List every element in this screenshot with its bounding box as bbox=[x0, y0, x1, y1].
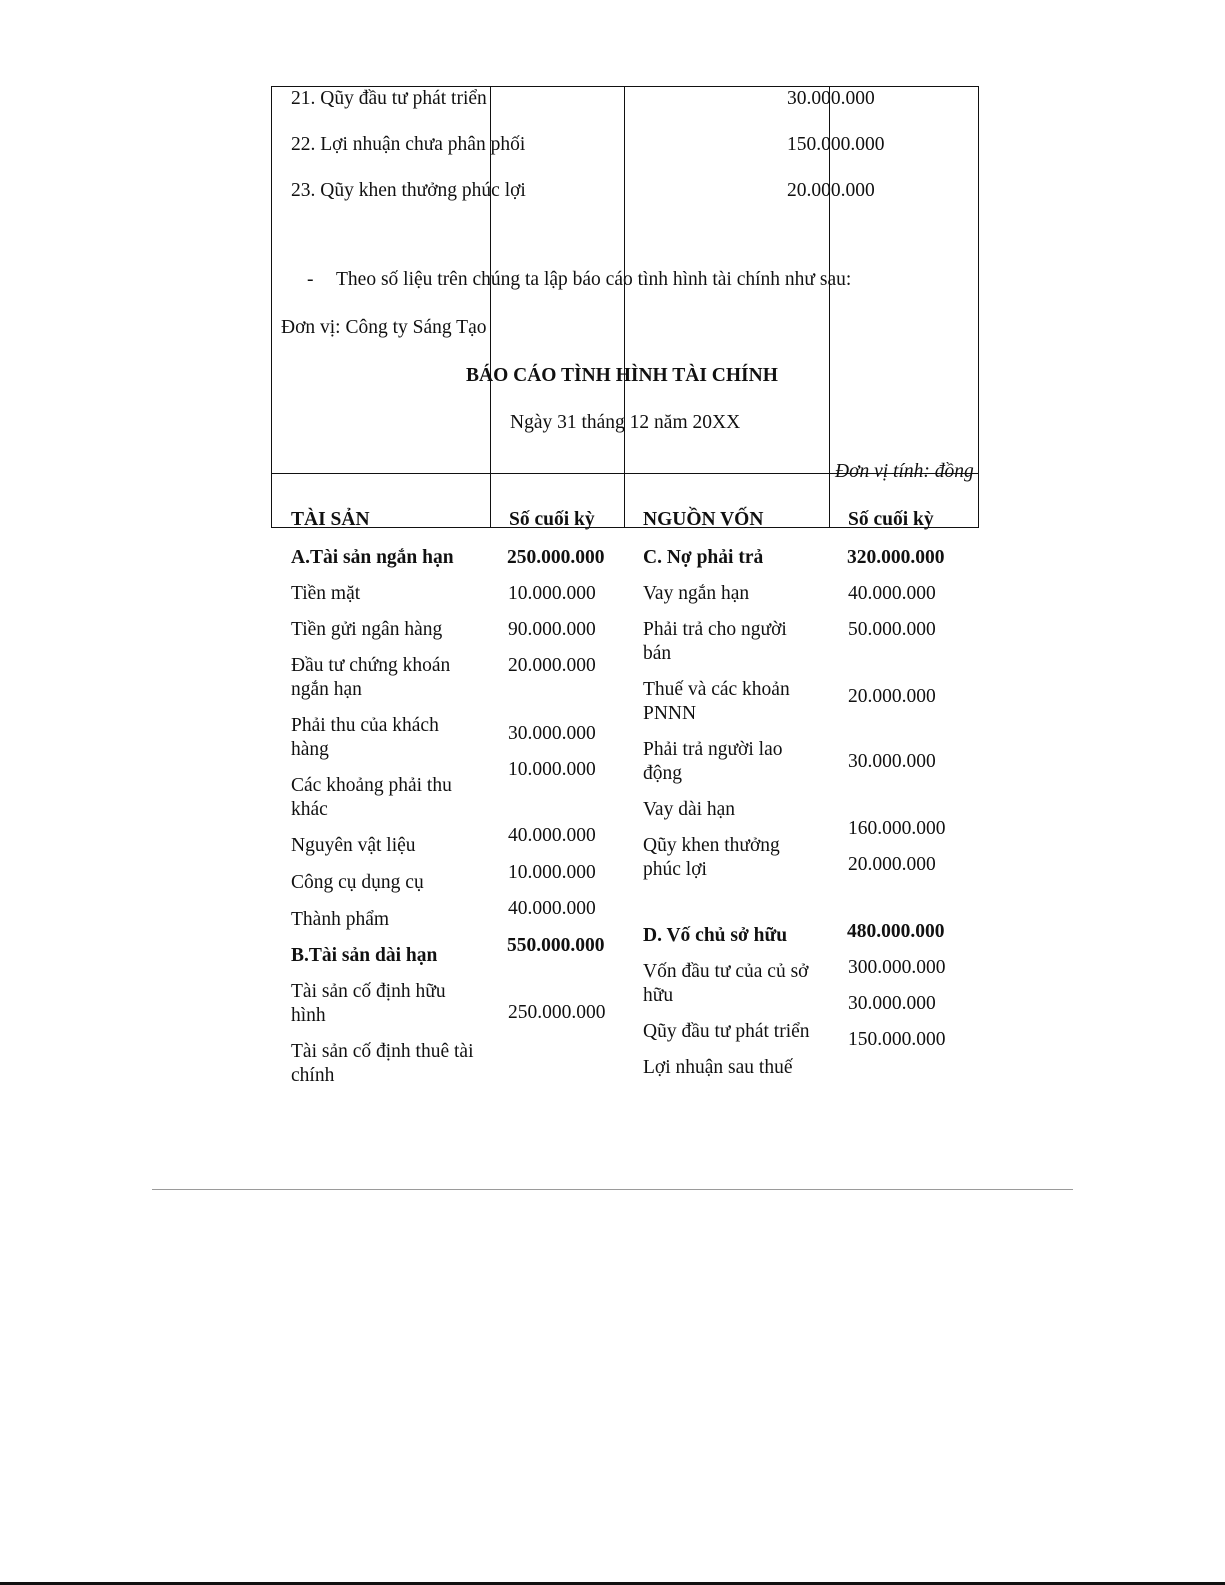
asset-row-label: Tiền mặt bbox=[291, 583, 361, 604]
sources-equity-value: 480.000.000 bbox=[847, 921, 945, 942]
source-equity-row-value: 150.000.000 bbox=[848, 1029, 946, 1050]
table-col-line-5 bbox=[978, 86, 979, 528]
currency-note: Đơn vị tính: đồng bbox=[835, 461, 974, 482]
item-21-label: 21. Qũy đầu tư phát triển bbox=[291, 88, 487, 109]
source-row-value: 50.000.000 bbox=[848, 619, 936, 640]
item-21-value: 30.000.000 bbox=[787, 88, 875, 109]
assets-short-term-value: 250.000.000 bbox=[507, 547, 605, 568]
asset-row-label: Nguyên vật liệu bbox=[291, 835, 416, 856]
source-row-value: 20.000.000 bbox=[848, 854, 936, 875]
source-row-value: 40.000.000 bbox=[848, 583, 936, 604]
sources-equity-label: D. Vố chủ sở hữu bbox=[643, 925, 788, 946]
assets-long-term-value: 550.000.000 bbox=[507, 935, 605, 956]
source-row-label: Thuế và các khoản PNNN bbox=[643, 679, 790, 724]
asset-row-label: Đầu tư chứng khoán ngắn hạn bbox=[291, 655, 451, 700]
source-row-label: Vay ngắn hạn bbox=[643, 583, 750, 604]
header-assets-value: Số cuối kỳ bbox=[509, 509, 595, 530]
asset-row-label: Tiền gửi ngân hàng bbox=[291, 619, 443, 640]
source-equity-row-label: Vốn đầu tư của củ sở hữu bbox=[643, 961, 809, 1006]
source-equity-row-value: 30.000.000 bbox=[848, 993, 936, 1014]
asset-row-label: Công cụ dụng cụ bbox=[291, 872, 424, 893]
report-date: Ngày 31 tháng 12 năm 20XX bbox=[510, 412, 741, 433]
assets-long-term-label: B.Tài sản dài hạn bbox=[291, 945, 438, 966]
source-row-value: 160.000.000 bbox=[848, 818, 946, 839]
source-row-label: Phải trả cho người bán bbox=[643, 619, 787, 664]
source-row-label: Phải trả người lao động bbox=[643, 739, 783, 784]
header-assets: TÀI SẢN bbox=[291, 509, 370, 530]
page-divider bbox=[152, 1189, 1073, 1190]
asset-row-value: 40.000.000 bbox=[508, 825, 596, 846]
source-equity-row-label: Qũy đầu tư phát triển bbox=[643, 1021, 810, 1042]
note-text: Theo số liệu trên chúng ta lập báo cáo tình hình tài chính như sau: bbox=[336, 269, 852, 290]
header-sources: NGUỒN VỐN bbox=[643, 509, 764, 530]
item-23-label: 23. Qũy khen thưởng phúc lợi bbox=[291, 180, 526, 201]
header-sources-value: Số cuối kỳ bbox=[848, 509, 934, 530]
unit-line: Đơn vị: Công ty Sáng Tạo bbox=[281, 317, 487, 338]
item-22-label: 22. Lợi nhuận chưa phân phối bbox=[291, 134, 526, 155]
sources-liabilities-value: 320.000.000 bbox=[847, 547, 945, 568]
asset-row-value: 10.000.000 bbox=[508, 759, 596, 780]
source-row-label: Vay dài hạn bbox=[643, 799, 736, 820]
source-row-value: 20.000.000 bbox=[848, 686, 936, 707]
asset-long-row-label: Tài sản cố định hữu hình bbox=[291, 981, 446, 1026]
asset-row-label: Thành phẩm bbox=[291, 909, 390, 930]
assets-short-term-label: A.Tài sản ngắn hạn bbox=[291, 547, 454, 568]
report-title: BÁO CÁO TÌNH HÌNH TÀI CHÍNH bbox=[466, 365, 778, 386]
source-equity-row-label: Lợi nhuận sau thuế bbox=[643, 1057, 793, 1078]
item-22-value: 150.000.000 bbox=[787, 134, 885, 155]
asset-long-row-value: 250.000.000 bbox=[508, 1002, 606, 1023]
asset-row-value: 30.000.000 bbox=[508, 723, 596, 744]
asset-long-row-label: Tài sản cố định thuê tài chính bbox=[291, 1041, 474, 1086]
asset-row-value: 20.000.000 bbox=[508, 655, 596, 676]
sources-liabilities-label: C. Nợ phải trả bbox=[643, 547, 764, 568]
table-col-line-1 bbox=[271, 86, 272, 528]
table-col-line-3 bbox=[624, 86, 625, 528]
item-23-value: 20.000.000 bbox=[787, 180, 875, 201]
asset-row-value: 10.000.000 bbox=[508, 583, 596, 604]
source-equity-row-value: 300.000.000 bbox=[848, 957, 946, 978]
asset-row-value: 10.000.000 bbox=[508, 862, 596, 883]
source-row-value: 30.000.000 bbox=[848, 751, 936, 772]
asset-row-value: 90.000.000 bbox=[508, 619, 596, 640]
asset-row-value: 40.000.000 bbox=[508, 898, 596, 919]
source-row-label: Qũy khen thưởng phúc lợi bbox=[643, 835, 780, 880]
asset-row-label: Phải thu của khách hàng bbox=[291, 715, 439, 760]
note-bullet: - bbox=[307, 269, 314, 290]
asset-row-label: Các khoảng phải thu khác bbox=[291, 775, 452, 820]
